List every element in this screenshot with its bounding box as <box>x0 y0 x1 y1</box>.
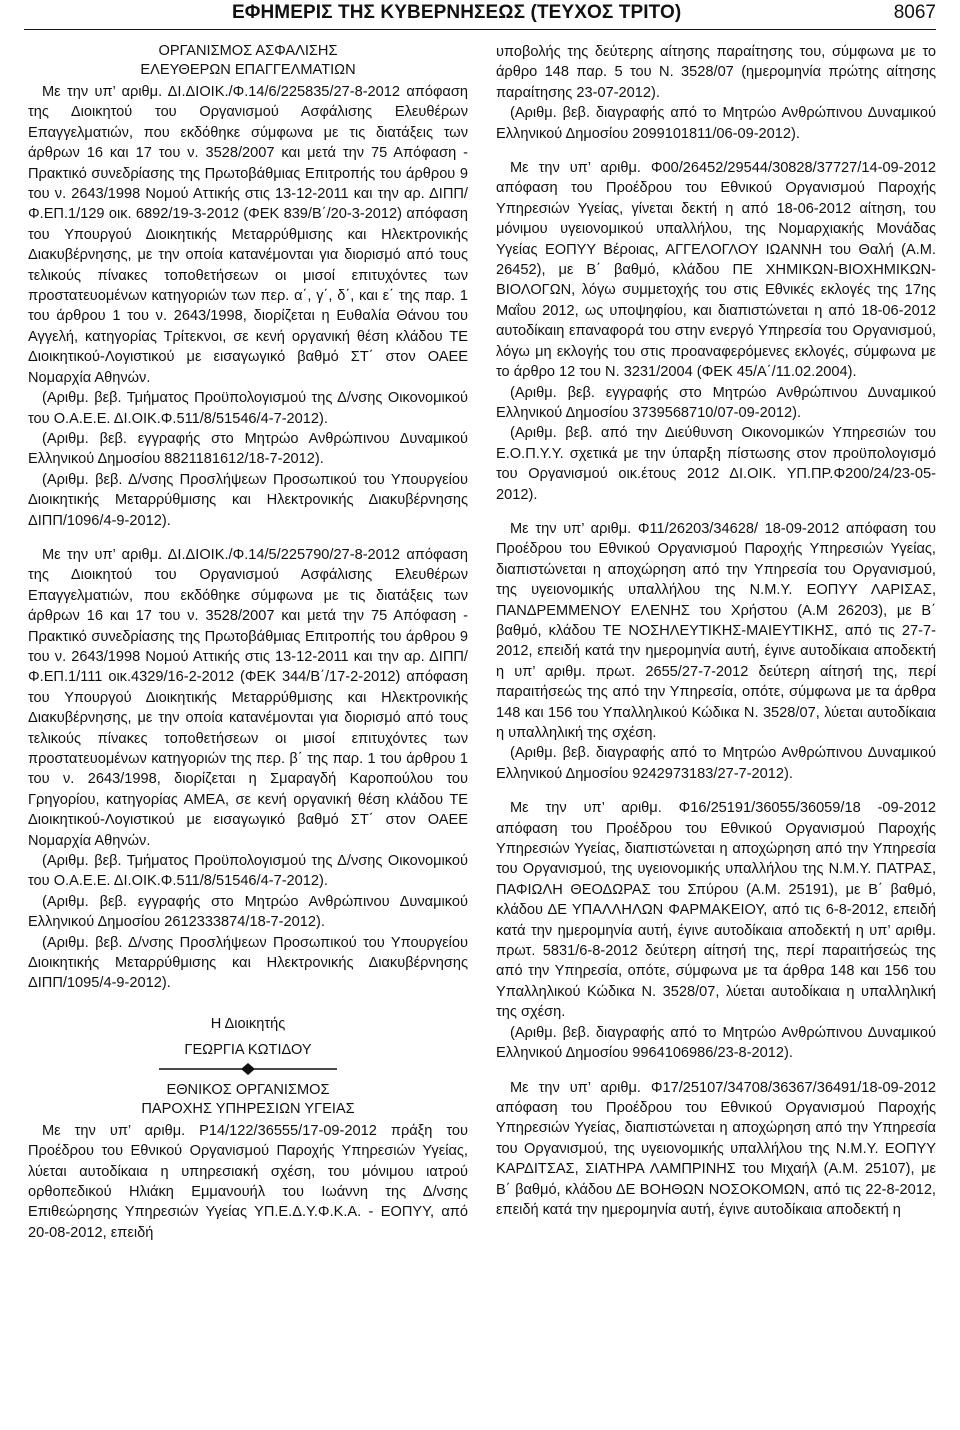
certificate-paragraph: (Αριθμ. βεβ. διαγραφής από το Μητρώο Ανθρώπινου Δυναμικού Ελληνικού Δημοσίου 9964106986/23-8-2012). <box>496 1024 936 1062</box>
certificate-paragraph: (Αριθμ. βεβ. Δ/νσης Προσλήψεων Προσωπικού του Υπουργείου Διοικητικής Μεταρρύθμισης και Ηλεκτρονικής Διακυβέρνησης ΔΙΠΠ/1096/4-9-2012). <box>28 471 468 529</box>
page-header <box>24 0 936 30</box>
certificate-paragraph: (Αριθμ. βεβ. εγγραφής στο Μητρώο Ανθρώπινου Δυναμικού Ελληνικού Δημοσίου 2612333874/18-7-2012). <box>28 893 468 931</box>
continued-paragraph: υποβολής της δεύτερης αίτησης παραίτησης του, σύμφωνα με το άρθρο 148 παρ. 5 του Ν. 3528/07 (ημερομηνία πρώτης αίτησης παραίτησης 23-07-2012). <box>496 44 936 101</box>
header-rule <box>24 29 936 30</box>
diamond-separator-icon <box>159 1063 337 1075</box>
org-heading-line: ΟΡΓΑΝΙΣΜΟΣ ΑΣΦΑΛΙΣΗΣ <box>158 43 338 59</box>
page-number: 8067 <box>893 2 936 23</box>
certificate-paragraph: (Αριθμ. βεβ. εγγραφής στο Μητρώο Ανθρώπινου Δυναμικού Ελληνικού Δημοσίου 8821181612/18-7-2012). <box>28 430 468 468</box>
org-heading-line: ΕΛΕΥΘΕΡΩΝ ΕΠΑΓΓΕΛΜΑΤΙΩΝ <box>140 62 356 78</box>
decision-paragraph: Με την υπ’ αριθμ. Φ17/25107/34708/36367/36491/18-09-2012 απόφαση του Προέδρου του Εθνικού Οργανισμού Παροχής Υπηρεσιών Υγείας, διαπιστώνεται η αποχώρηση από την Υπηρεσία του Οργανισμού, της υγειονομικής υπαλλήλου της Ν.Μ.Υ. ΕΟΠΥΥ ΚΑΡΔΙΤΣΑΣ, ΣΙΑΤΗΡΑ ΛΑΜΠΡΙΝΗΣ του Μιχαήλ (Α.Μ. 25107), με Β΄ βαθμό, κλάδου ΔΕ ΒΟΗΘΩΝ ΝΟΣΟΚΟΜΩΝ, από τις 22-8-2012, επειδή κατά την ημερομηνία αυτή, έγινε αυτοδίκαια αποδεκτή η <box>496 1079 936 1218</box>
certificate-paragraph: (Αριθμ. βεβ. Τμήματος Προϋπολογισμού της Δ/νσης Οικονομικού του Ο.Α.Ε.Ε. ΔΙ.ΟΙΚ.Φ.511/8/51546/4-7-2012). <box>28 390 468 427</box>
decision-paragraph: Με την υπ’ αριθμ. ΔΙ.ΔΙΟΙΚ./Φ.14/6/225835/27-8-2012 απόφαση της Διοικητού του Οργανισμού Ασφάλισης Ελευθέρων Επαγγελματιών, που εκδόθηκε σύμφωνα με τις διατάξεις των άρθρων 16 και 17 του ν. 3528/2007 και μετά την 75 Απόφαση - Πρακτικό συνεδρίασης της Πρωτοβάθμιας Επιτροπής του άρθρου 9 του ν. 2643/1998 Νομού Αττικής στις 13-12-2011 και την αρ. ΔΙΠΠ/Φ.ΕΠ.1/129 οικ. 6892/19-3-2012 (ΦΕΚ 839/Β΄/20-3-2012) απόφαση του Υπουργού Διοικητικής Μεταρρύθμισης και Ηλεκτρονικής Διακυβέρνησης, με την οποία κατανέμονται για διορισμό από τους τελικούς πίνακες τοποθετήσεων οι μισοί επιτυχόντες των προστατευομένων κατηγοριών των περ. α΄, γ΄, δ΄, και ε΄ της παρ. 1 του άρθρου 1 του ν. 2643/1998, διορίζεται η Ευθαλία Θάνου του Αγγελή, κατηγορίας Τρίτεκνοι, σε κενή οργανική θέση κλάδου ΤΕ Διοικητικού-Λογιστικού με εισαγωγικό βαθμό ΣΤ΄ στον ΟΑΕΕ Νομαρχία Αθηνών. <box>28 84 468 386</box>
certificate-paragraph: (Αριθμ. βεβ. Δ/νσης Προσλήψεων Προσωπικού του Υπουργείου Διοικητικής Μεταρρύθμισης και Ηλεκτρονικής Διακυβέρνησης ΔΙΠΠ/1095/4-9-2012). <box>28 934 468 992</box>
certificate-paragraph: (Αριθμ. βεβ. εγγραφής στο Μητρώο Ανθρώπινου Δυναμικού Ελληνικού Δημοσίου 3739568710/07-09-2012). <box>496 384 936 421</box>
certificate-paragraph: (Αριθμ. βεβ. διαγραφής από το Μητρώο Ανθρώπινου Δυναμικού Ελληνικού Δημοσίου 2099101811/06-09-2012). <box>496 105 936 142</box>
decision-paragraph: Με την υπ’ αριθμ. Φ11/26203/34628/ 18-09-2012 απόφαση του Προέδρου του Εθνικού Οργανισμού Παροχής Υπηρεσιών Υγείας, διαπιστώνεται η αποχώρηση από την Υπηρεσία του Οργανισμού, της υγειονομικής υπαλλήλου της Ν.Μ.Υ. ΕΟΠΥΥ ΛΑΡΙΣΑΣ, ΠΑΝΔΡΕΜΜΕΝΟΥ ΕΛΕΝΗΣ του Χρήστου (Α.Μ 26203), με Β΄ βαθμό, κλάδου ΤΕ ΝΟΣΗΛΕΥΤΙΚΗΣ-ΜΑΙΕΥΤΙΚΗΣ, από τις 27-7-2012, επειδή κατά την ημερομηνία αυτή, έγινε αυτοδίκαια αποδεκτή η υπ’ αριθμ. πρωτ. 2655/27-7-2012 δεύτερη αίτησή της, περί παραιτήσεώς της από την Υπηρεσία, οπότε, σύμφωνα με τα άρθρα 148 και 156 του Υπαλληλικού Κώδικα Ν. 3528/07, λύεται αυτοδίκαια η υπαλληλική της σχέση. <box>496 520 936 741</box>
org-heading-oaee <box>28 42 468 80</box>
decision-paragraph: Με την υπ’ αριθμ. Ρ14/122/36555/17-09-2012 πράξη του Προέδρου του Εθνικού Οργανισμού Παροχής Υπηρεσιών Υγείας, λύεται αυτοδίκαια η υπηρεσιακή σχέση, του μόνιμου ιατρού ορθοπεδικού Ηλιάκη Εμμανουήλ του Ιωάννη της Δ/νσης Επιθεώρησης Υπηρεσιών Υγείας ΥΠ.Ε.Δ.Υ.Φ.Κ.Α. - ΕΟΠΥΥ, από 20-08-2012, επειδή <box>28 1122 468 1241</box>
org-heading-eopyy <box>28 1081 468 1119</box>
certificate-paragraph: (Αριθμ. βεβ. από την Διεύθυνση Οικονομικών Υπηρεσιών του Ε.Ο.Π.Υ.Υ. σχετικά με την ύπαρξη πίστωσης στον προϋπολογισμό του Οργανισμού οικ.έτους 2012 ΔΙ.ΟΙΚ. ΥΠ.ΠΡ.Φ200/24/23-05-2012). <box>496 425 936 503</box>
signer-title: Η Διοικητής <box>210 1015 286 1032</box>
org-heading-line: ΕΘΝΙΚΟΣ ΟΡΓΑΝΙΣΜΟΣ <box>166 1081 330 1098</box>
right-column <box>496 42 936 1220</box>
decision-paragraph: Με την υπ’ αριθμ. Φ16/25191/36055/36059/18 -09-2012 απόφαση του Προέδρου του Εθνικού Οργανισμού Παροχής Υπηρεσιών Υγείας, διαπιστώνεται η αποχώρηση από την Υπηρεσία του Οργανισμού, της υγειονομικής υπαλλήλου της Ν.Μ.Υ. ΠΑΤΡΑΣ, ΠΑΦΙΩΛΗ ΘΕΟΔΩΡΑΣ του Σπύρου (Α.Μ. 25191), με Β΄ βαθμό, κλάδου ΔΕ ΥΠΑΛΛΗΛΩΝ ΦΑΡΜΑΚΕΙΟΥ, από τις 6-8-2012, επειδή κατά την ημερομηνία αυτή, έγινε αυτοδίκαια αποδεκτή η υπ’ αριθμ. πρωτ. 5831/6-8-2012 δεύτερη αίτησή της, περί παραιτήσεώς της από την Υπηρεσία, οπότε, σύμφωνα με τα άρθρα 148 και 156 του Υπαλληλικού Κώδικα Ν. 3528/07, λύεται αυτοδίκαια η υπαλληλική της σχέση. <box>496 800 936 1021</box>
certificate-paragraph: (Αριθμ. βεβ. Τμήματος Προϋπολογισμού της Δ/νσης Οικονομικού του Ο.Α.Ε.Ε. ΔΙ.ΟΙΚ.Φ.511/8/51546/4-7-2012). <box>28 853 468 890</box>
decision-paragraph: Με την υπ’ αριθμ. Φ00/26452/29544/30828/37727/14-09-2012 απόφαση του Προέδρου του Εθνικού Οργανισμού Παροχής Υπηρεσιών Υγείας, γίνεται δεκτή η από 18-06-2012 αίτηση, του μόνιμου υγειονομικού υπαλλήλου, της Νομαρχιακής Μονάδας Υγείας ΕΟΠΥΥ Βέροιας, ΑΓΓΕΛΟΓΛΟΥ ΙΩΑΝΝΗ του Θαλή (Α.Μ. 26452), με Β΄ βαθμό, κλάδου ΠΕ ΧΗΜΙΚΩΝ-ΒΙΟΧΗΜΙΚΩΝ-ΒΙΟΛΟΓΩΝ, λόγω συμμετοχής του στις Εθνικές εκλογές της 17ης Μαΐου 2012, ως υποψηφίου, και διαπιστώνεται η από 18-06-2012 αυτοδίκαιη επαναφορά του στην ενεργό Υπηρεσία του Οργανισμού, λόγω μη εκλογής του στις προαναφερόμενες εκλογές, σύμφωνα με το άρθρο 12 του Ν. 3231/2004 (ΦΕΚ 45/Α΄/11.02.2004). <box>496 160 936 381</box>
left-column <box>28 42 468 1243</box>
certificate-paragraph: (Αριθμ. βεβ. διαγραφής από το Μητρώο Ανθρώπινου Δυναμικού Ελληνικού Δημοσίου 9242973183/27-7-2012). <box>496 745 936 782</box>
gazette-title: ΕΦΗΜΕΡΙΣ ΤΗΣ ΚΥΒΕΡΝΗΣΕΩΣ (ΤΕΥΧΟΣ ΤΡΙΤΟ) <box>232 2 682 23</box>
org-heading-line: ΠΑΡΟΧΗΣ ΥΠΗΡΕΣΙΩΝ ΥΓΕΙΑΣ <box>141 1100 355 1117</box>
signer-name: ΓΕΩΡΓΙΑ ΚΩΤΙΔΟΥ <box>184 1042 312 1059</box>
decision-paragraph: Με την υπ’ αριθμ. ΔΙ.ΔΙΟΙΚ./Φ.14/5/225790/27-8-2012 απόφαση της Διοικητού του Οργανισμού Ασφάλισης Ελευθέρων Επαγγελματιών, που εκδόθηκε σύμφωνα με τις διατάξεις των άρθρων 16 και 17 του ν. 3528/2007 και μετά την 75 Απόφαση - Πρακτικό συνεδρίασης της Πρωτοβάθμιας Επιτροπής του άρθρου 9 του ν. 2643/1998 Νομού Αττικής στις 13-12-2011 και την αρ. ΔΙΠΠ/Φ.ΕΠ.1/111 οικ.4329/16-2-2012 (ΦΕΚ 344/Β΄/17-2-2012) απόφαση του Υπουργού Διοικητικής Μεταρρύθμισης και Ηλεκτρονικής Διακυβέρνησης, με την οποία κατανέμονται για διορισμό από τους τελικούς πίνακες τοποθετήσεων οι μισοί επιτυχόντες των προστατευομένων κατηγοριών της περ. β΄ της παρ. 1 του άρθρου 1 του ν. 2643/1998, διορίζεται η Σμαραγδή Καροπούλου του Γρηγορίου, κατηγορίας ΑΜΕΑ, σε κενή οργανική θέση κλάδου ΤΕ Διοικητικού-Λογιστικού με εισαγωγικό βαθμό ΣΤ΄ στον ΟΑΕΕ Νομαρχία Αθηνών. <box>28 546 468 849</box>
